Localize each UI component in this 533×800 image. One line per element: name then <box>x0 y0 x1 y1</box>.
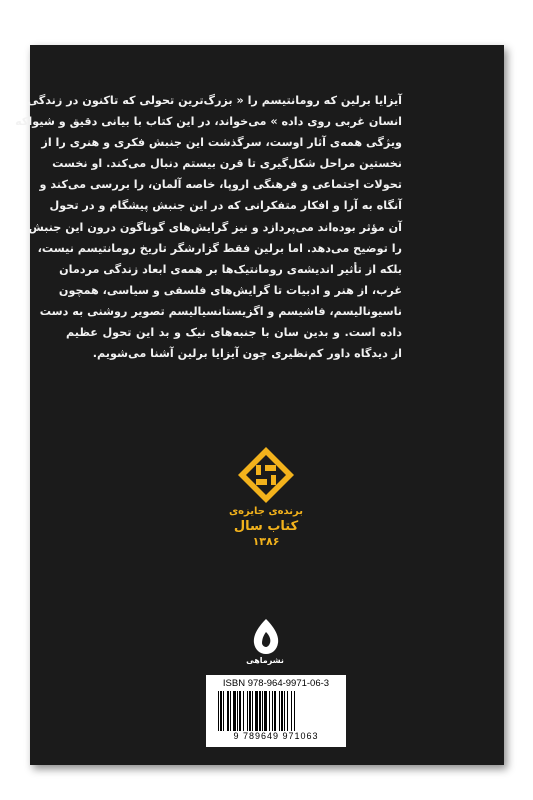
barcode-bar <box>264 691 267 731</box>
blurb-line: ویژگی همه‌ی آثار اوست، سرگذشت این جنبش فکری و هنری را از <box>41 136 402 150</box>
barcode-bar <box>269 691 270 731</box>
barcode-bar <box>272 691 273 731</box>
barcode-bar <box>239 691 241 731</box>
blurb-line: داده است. و بدین سان با جنبه‌های نیک و بد این تحول عظیم <box>66 326 402 340</box>
blurb-line: غرب، از هنر و ادبیات تا گرایش‌های فلسفی و سیاسی، همچون <box>58 283 402 297</box>
barcode-bar <box>247 691 248 731</box>
blurb-text <box>15 90 402 364</box>
barcode-bar <box>294 691 295 731</box>
award-caption <box>224 505 308 549</box>
award-line-2: کتاب سال <box>233 519 299 534</box>
fish-logo-icon <box>251 618 281 656</box>
barcode-bar <box>284 691 285 731</box>
barcode-bar <box>220 691 222 731</box>
barcode-bar <box>259 691 261 731</box>
barcode-bar <box>274 691 276 731</box>
blurb-line: بلکه از تأثیر اندیشه‌ی رومانتیک‌ها بر همه‌ی ابعاد زندگی مردمان <box>59 262 402 276</box>
blurb-line: ناسیونالیسم، فاشیسم و اگزیستانسیالیسم تصویر روشنی به دست <box>39 304 402 318</box>
publisher-logo <box>243 618 287 676</box>
barcode-digits: 9 789649 971063 <box>233 731 319 741</box>
barcode <box>216 691 338 731</box>
isbn-label: ISBN 978-964-9971-06-3 <box>222 678 330 689</box>
blurb-line: را توضیح می‌دهد. اما برلین فقط گزارشگر تاریخ رومانتیسم نیست، <box>37 241 402 255</box>
award-year: ۱۳۸۶ <box>252 535 280 548</box>
blurb-line: آن مؤثر بوده‌اند می‌پردازد و نیز گرایش‌های گوناگون درون این جنبش <box>28 220 402 234</box>
blurb-line: انسان غربی روی داده » می‌خواند، در این کتاب با بیانی دقیق و شیواکه <box>15 115 402 129</box>
barcode-bar <box>262 691 263 731</box>
barcode-bar <box>255 691 258 731</box>
barcode-bar <box>233 691 236 731</box>
barcode-bar <box>218 691 219 731</box>
award-emblem-icon <box>236 445 296 505</box>
award-line-1: برنده‌ی جایزه‌ی <box>228 506 304 517</box>
barcode-bar <box>243 691 244 731</box>
barcode-bar <box>279 691 280 731</box>
barcode-bar <box>230 691 231 731</box>
barcode-bar <box>237 691 238 731</box>
barcode-bar <box>287 691 288 731</box>
barcode-bar <box>227 691 229 731</box>
blurb-line: نخستین مراحل شکل‌گیری تا قرن بیستم دنبال می‌کند. او نخست <box>52 157 402 171</box>
publisher-name: نشرماهی <box>246 656 284 665</box>
barcode-bar <box>252 691 253 731</box>
barcode-bar <box>223 691 224 731</box>
blurb-line: آیزایا برلین که رومانتیسم را « بزرگ‌ترین تحولی که تاکنون در زندگی <box>27 94 402 107</box>
blurb-line: آنگاه به آرا و افکار متفکرانی که در این جنبش پیشگام و در تحول <box>49 199 402 213</box>
isbn-barcode-box <box>206 675 346 747</box>
blurb-line: از دیدگاه داور کم‌نظیری چون آیزایا برلین آشنا می‌شویم. <box>92 347 402 361</box>
book-of-year-award-badge <box>224 445 308 560</box>
barcode-bar <box>249 691 251 731</box>
barcode-bar <box>281 691 283 731</box>
blurb-line: تحولات اجتماعی و فرهنگی اروپا، خاصه آلمان، را بررسی می‌کند و <box>39 178 402 192</box>
barcode-bar <box>291 691 292 731</box>
